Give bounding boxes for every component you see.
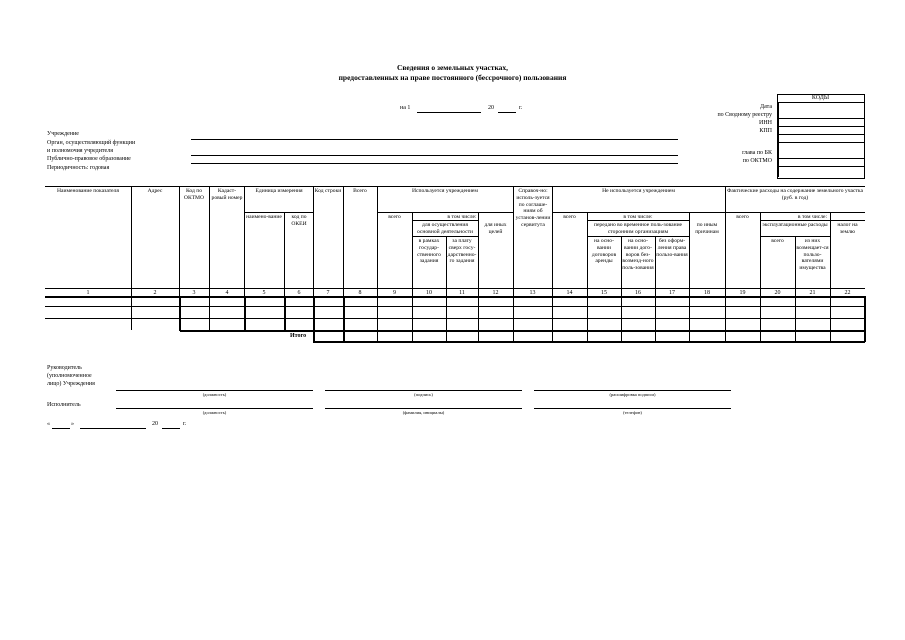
head-signature-caption: (подпись): [414, 392, 433, 397]
hdr-used-main: для осуществления основной деятельности: [416, 222, 474, 235]
notused-sub-line: [552, 212, 725, 213]
hdr-used-incl: в том числе:: [447, 214, 477, 220]
code-label-kpp: КПП: [759, 128, 772, 134]
hdr-used-group: Используется учреждением: [412, 188, 478, 194]
hdr-servitude: Справоч-но: исполь-зуется по соглаше-ниям об установ-лении сервитута: [515, 188, 551, 228]
head-name-field[interactable]: [534, 390, 731, 391]
col-num: 21: [809, 290, 816, 296]
hdr-notused-incl: в том числе:: [623, 214, 653, 220]
hdr-cadastral: Кадаст-ровый номер: [211, 188, 243, 201]
head-label-line1: Руководитель: [47, 365, 82, 371]
hdr-exp-group: Фактические расходы на содержание земельного участка (руб. в год): [726, 188, 864, 201]
executor-position-field[interactable]: [116, 408, 313, 409]
date-year-field[interactable]: [498, 112, 516, 113]
executor-position-caption: (должность): [202, 410, 227, 415]
sign-date-suffix: г.: [183, 421, 187, 427]
periodicity-label: Периодичность: годовая: [47, 165, 110, 171]
code-label-inn: ИНН: [759, 120, 772, 126]
hdr-row-code: Код строки: [314, 188, 342, 194]
table-row[interactable]: [46, 307, 864, 318]
hdr-exp-oper-total: всего: [771, 238, 784, 244]
unit-sub-line: [244, 212, 314, 213]
hdr-used-other: для иных целей: [484, 222, 507, 235]
col-num: 5: [262, 290, 266, 296]
date-year-prefix: 20: [488, 105, 494, 111]
organ-field[interactable]: [191, 155, 678, 156]
col-num: 12: [492, 290, 499, 296]
organ-label-line2: и полномочия учредителя: [47, 148, 113, 154]
public-entity-field[interactable]: [191, 163, 678, 164]
col-num: 22: [844, 290, 851, 296]
institution-field[interactable]: [191, 139, 678, 140]
col-num: 6: [297, 290, 301, 296]
code-label-bk: глава по БК: [742, 150, 772, 156]
sign-date-open: «: [47, 421, 50, 427]
col-num: 18: [704, 290, 710, 296]
sign-date-close: »: [71, 421, 74, 427]
hdr-notused-rent: на осно-вании договоров аренды: [591, 238, 617, 265]
total-row[interactable]: [314, 331, 864, 341]
form-title-line2: предоставленных на праве постоянного (бессрочного) пользования: [338, 73, 567, 82]
executor-phone-field[interactable]: [534, 408, 731, 409]
col-num: 11: [459, 290, 465, 296]
sign-date-year-prefix: 20: [152, 421, 158, 427]
used-sub-line: [377, 212, 513, 213]
head-name-caption: (расшифровка подписи): [609, 392, 656, 397]
hdr-total: Всего: [353, 188, 367, 194]
public-entity-label: Публично-правовое образование: [47, 156, 131, 162]
col-num: 19: [739, 290, 746, 296]
hdr-unit-name: наимено-вание: [246, 214, 282, 220]
codes-sep: [777, 126, 864, 127]
executor-phone-caption: (телефон): [623, 410, 642, 415]
institution-label: Учреждение: [47, 131, 79, 137]
col-num: 14: [566, 290, 573, 296]
col-num: 10: [426, 290, 432, 296]
total-bottom: [313, 341, 865, 343]
codes-sep: [777, 102, 864, 103]
codes-sep: [777, 118, 864, 119]
hdr-notused-third: передано во временное поль-зование сторонним организациям: [593, 222, 683, 235]
hdr-address: Адрес: [147, 188, 163, 194]
head-label-line2: (уполномоченное: [47, 373, 92, 379]
code-label-date: Дата: [760, 104, 772, 110]
hdr-exp-incl: в том числе:: [797, 214, 828, 220]
executor-label: Исполнитель: [47, 402, 81, 408]
hdr-exp-oper-reimb: из них возмещает-ся пользо-вателями имущества: [796, 238, 829, 272]
form-title-line1: Сведения о земельных участках,: [396, 63, 509, 72]
col-num: 15: [601, 290, 607, 296]
hdr-notused-group: Не используется учреждением: [602, 188, 675, 194]
sign-date-day-field[interactable]: [52, 428, 70, 429]
hdr-unit-okei: код по ОКЕИ: [291, 214, 307, 227]
hdr-notused-total: всего: [563, 214, 576, 220]
date-suffix: г.: [519, 105, 523, 111]
col-num: 17: [669, 290, 675, 296]
codes-sep: [777, 134, 864, 135]
sign-date-month-field[interactable]: [80, 428, 146, 429]
hdr-exp-tax: налог на землю: [837, 222, 858, 235]
table-row[interactable]: [46, 319, 864, 330]
hdr-oktmo: Код по ОКТМО: [183, 188, 205, 201]
head-position-field[interactable]: [116, 390, 313, 391]
hdr-used-state: в рамках государ-ственного задания: [417, 238, 441, 265]
organ-label-line1: Орган, осуществляющий функции: [47, 140, 136, 146]
col-num: 4: [225, 290, 229, 296]
head-label-line3: лицо) Учреждения: [47, 381, 95, 387]
col-num: 20: [774, 290, 781, 296]
col-num: 1: [86, 290, 90, 296]
col-num: 13: [529, 290, 536, 296]
col-num: 9: [393, 290, 396, 296]
codes-header: КОДЫ: [811, 95, 830, 101]
notused-third-line: [587, 236, 689, 237]
col-num: 3: [192, 290, 196, 296]
table-top: [45, 186, 865, 187]
sign-date-year-field[interactable]: [162, 428, 180, 429]
codes-sep: [777, 142, 864, 143]
header-bottom: [45, 288, 865, 289]
table-right-thick: [864, 296, 866, 342]
codes-sep: [777, 166, 864, 167]
total-label: Итого: [290, 333, 307, 339]
col-num: 8: [358, 290, 362, 296]
code-label-oktmo: по ОКТМО: [742, 158, 772, 164]
used-main-line: [412, 236, 478, 237]
hdr-exp-total: всего: [736, 214, 749, 220]
hdr-name: Наименование показателя: [57, 188, 119, 194]
head-signature-field[interactable]: [325, 390, 522, 391]
code-label-registry: по Сводному реестру: [717, 112, 772, 118]
executor-name-field[interactable]: [325, 408, 522, 409]
hdr-notused-free: на осно-вании дого-воров без-возмезд-ного поль-зования: [622, 238, 654, 272]
hdr-unit: Единица измерения: [255, 188, 303, 194]
col-num: 2: [153, 290, 157, 296]
executor-name-caption: (фамилия, инициалы): [402, 410, 445, 415]
hdr-notused-noreg: без оформ-ления права пользо-вания: [656, 238, 688, 258]
table-row[interactable]: [46, 297, 864, 306]
col-num: 16: [635, 290, 641, 296]
codes-sep: [777, 158, 864, 159]
hdr-exp-oper: эксплуатационные расходы: [762, 222, 828, 228]
hdr-notused-other: по иным причинам: [695, 222, 719, 235]
hdr-used-fee: за плату сверх госу-дарственно-го задания: [447, 238, 477, 265]
col-num: 7: [326, 290, 330, 296]
date-prefix: на 1: [400, 105, 411, 111]
date-day-field[interactable]: [417, 112, 481, 113]
exp-sub-line: [725, 212, 865, 213]
head-position-caption: (должность): [202, 392, 227, 397]
hdr-used-total: всего: [388, 214, 401, 220]
